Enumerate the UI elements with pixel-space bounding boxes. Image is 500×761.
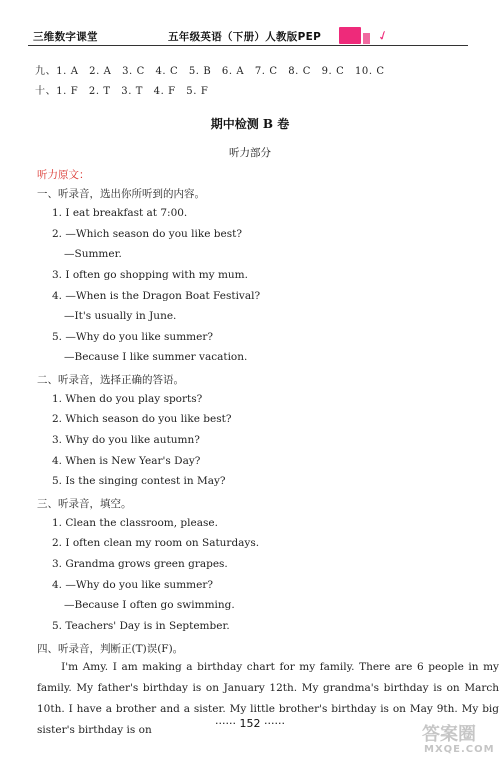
header-divider [28,45,468,46]
script-item: 3. Grandma grows green grapes. [52,558,228,570]
question-heading: 二、听录音，选择正确的答语。 [37,374,184,386]
script-item: 4. When is New Year's Day? [52,455,201,467]
watermark-text: 答案圈 [422,724,476,745]
page-header [0,0,500,46]
script-item: —Because I often go swimming. [64,599,235,611]
script-item: 5. Is the singing contest in May? [52,475,226,487]
script-item: 1. I eat breakfast at 7:00. [52,207,188,219]
answer-line-10: 十、1. F 2. T 3. T 4. F 5. F [35,86,209,97]
script-item: —It's usually in June. [64,310,177,322]
script-item: 3. I often go shopping with my mum. [52,269,248,281]
section-title: 听力部分 [229,147,271,159]
script-item: 2. Which season do you like best? [52,413,232,425]
checkmark-icon: ✓ [375,27,392,46]
script-label: 听力原文： [37,169,90,181]
page-number: ······ 152 ······ [215,717,285,730]
answer-line-9: 九、1. A 2. A 3. C 4. C 5. B 6. A 7. C 8. C 9. C 10. C [35,66,385,77]
script-item: 2. —Which season do you like best? [52,228,242,240]
question-heading: 四、听录音，判断正(T)误(F)。 [37,643,184,655]
script-item: 2. I often clean my room on Saturdays. [52,537,260,549]
decorative-block [339,27,361,44]
decorative-tab [363,33,370,44]
watermark-logo [418,720,498,758]
exam-title: 期中检测 B 卷 [210,117,290,131]
script-item: 5. Teachers' Day is in September. [52,620,230,632]
passage-text: I'm Amy. I am making a birthday chart for my family. There are 6 people in my family. My father's birthday is on January 12th. My grandma's birthday is on March 10th. I have a brother and a sister. My little brother's birthday is on May 9th. My big sister's birthday is on [37,661,499,736]
brand-name: 三维数字课堂 [33,31,98,43]
script-item: —Summer. [64,248,122,260]
question-heading: 三、听录音，填空。 [37,498,132,510]
script-item: 1. When do you play sports? [52,393,203,405]
script-item: —Because I like summer vacation. [64,351,248,363]
watermark-url: MXQE.COM [424,744,495,755]
script-item: 4. —Why do you like summer? [52,579,213,591]
script-item: 3. Why do you like autumn? [52,434,200,446]
script-item: 1. Clean the classroom, please. [52,517,218,529]
script-item: 4. —When is the Dragon Boat Festival? [52,290,261,302]
script-item: 5. —Why do you like summer? [52,331,213,343]
book-title: 五年级英语（下册）人教版PEP [168,31,322,43]
question-heading: 一、听录音，选出你所听到的内容。 [37,188,205,200]
